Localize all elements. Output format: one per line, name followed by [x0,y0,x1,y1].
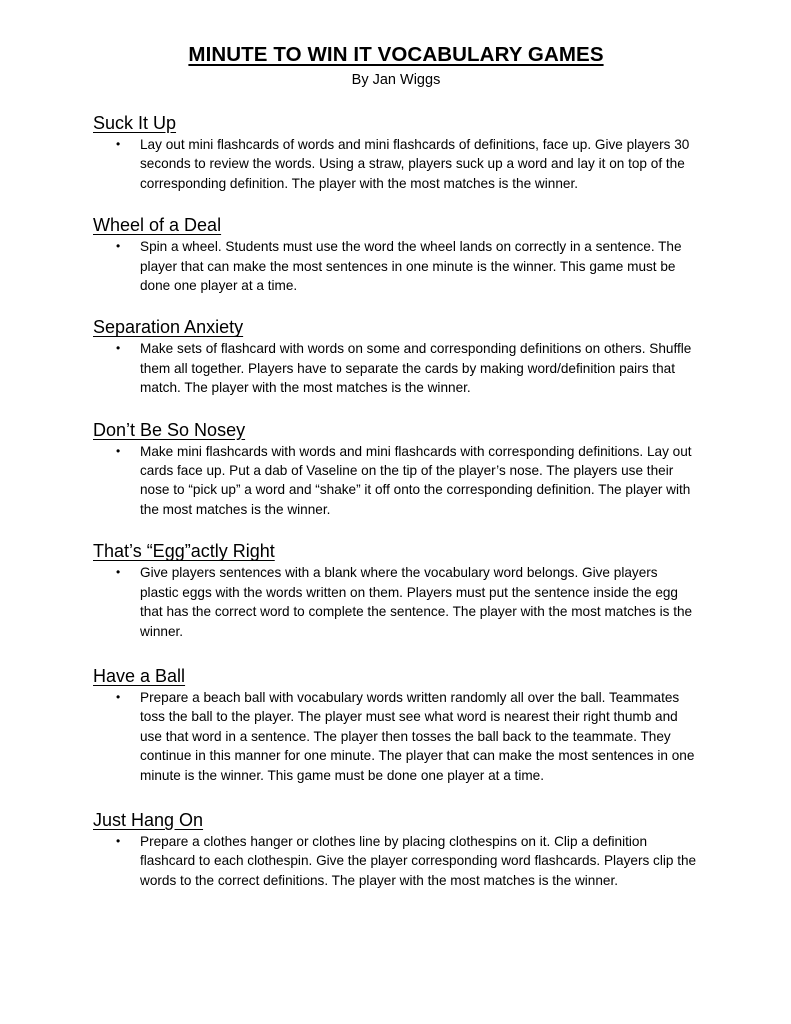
game-description [116,688,699,785]
game-bullet-list [93,563,699,641]
game-title: Suck It Up [93,113,177,133]
game-description-text: Make mini flashcards with words and mini flashcards with corresponding definitions. Lay out cards face up. Put a dab of Vaseline on the tip of the player’s nose. The players use their nose to “pick up” a word and “shake” it off onto the corresponding definition. The player with the most matches is the winner. [140,443,692,517]
game-description-text: Give players sentences with a blank where the vocabulary word belongs. Give players plastic eggs with the words written on them. Players must put the sentence inside the egg that has the correct word to complete the sentence. The player with the most matches is the winner. [140,565,693,639]
game-bullet-list [93,832,699,890]
bullet-icon: • [116,341,121,356]
bullet-icon: • [116,689,121,704]
game-description [116,237,699,295]
game-description [116,339,699,397]
bullet-icon: • [116,239,121,254]
game-description-text: Lay out mini flashcards of words and mini flashcards of definitions, face up. Give players 30 seconds to review the words. Using a straw, players suck up a word and lay it on top of the corresponding definition. The player with the most matches is the winner. [140,137,690,191]
game-description-text: Spin a wheel. Students must use the word the wheel lands on correctly in a sentence. The player that can make the most sentences in one minute is the winner. This game must be done one player at a time. [140,239,682,294]
game-bullet-list [93,339,699,397]
game-section-suck-it-up [93,111,699,193]
game-title: Have a Ball [93,665,186,686]
game-description [116,563,699,641]
game-section-wheel-of-a-deal [93,213,699,295]
game-bullet-list [93,688,699,785]
game-description [116,832,699,890]
game-section-separation-anxiety [93,315,699,397]
game-title: Just Hang On [93,809,204,830]
game-bullet-list [93,135,699,193]
bullet-icon: • [116,833,121,848]
game-section-eggactly-right [93,539,699,641]
bullet-icon: • [116,565,121,580]
game-title: Separation Anxiety [93,317,244,338]
game-section-just-hang-on [93,808,699,890]
bullet-icon: • [116,443,121,458]
game-description-text: Make sets of flashcard with words on some and corresponding definitions on others. Shuffle them all together. Players have to separate the cards by making word/definition pairs that match. The player with the most matches is the winner. [140,341,692,396]
game-section-dont-be-so-nosey [93,418,699,520]
game-title: That’s “Egg”actly Right [93,541,275,562]
document-title: MINUTE TO WIN IT VOCABULARY GAMES [188,43,604,66]
game-description-text: Prepare a clothes hanger or clothes line by placing clothespins on it. Clip a definition flashcard to each clothespin. Give the player corresponding word flashcards. Players clip the words to the correct definitions. The player with the most matches is the winner. [140,833,697,888]
bullet-icon: • [116,137,121,151]
game-section-have-a-ball [93,664,699,785]
game-description-text: Prepare a beach ball with vocabulary words written randomly all over the ball. Teammates toss the ball to the player. The player must see what word is nearest their right thumb and use that word in a sentence. The player then tosses the ball back to the teammate. They continue in this manner for one minute. The player that can make the most sentences in one minute is the winner. This game must be done one player at a time. [140,689,695,783]
game-description [116,442,699,520]
game-title: Don’t Be So Nosey [93,419,246,440]
document-author: By Jan Wiggs [351,72,441,88]
game-bullet-list [93,442,699,520]
game-description [116,135,699,193]
game-bullet-list [93,237,699,295]
game-title: Wheel of a Deal [93,215,222,236]
